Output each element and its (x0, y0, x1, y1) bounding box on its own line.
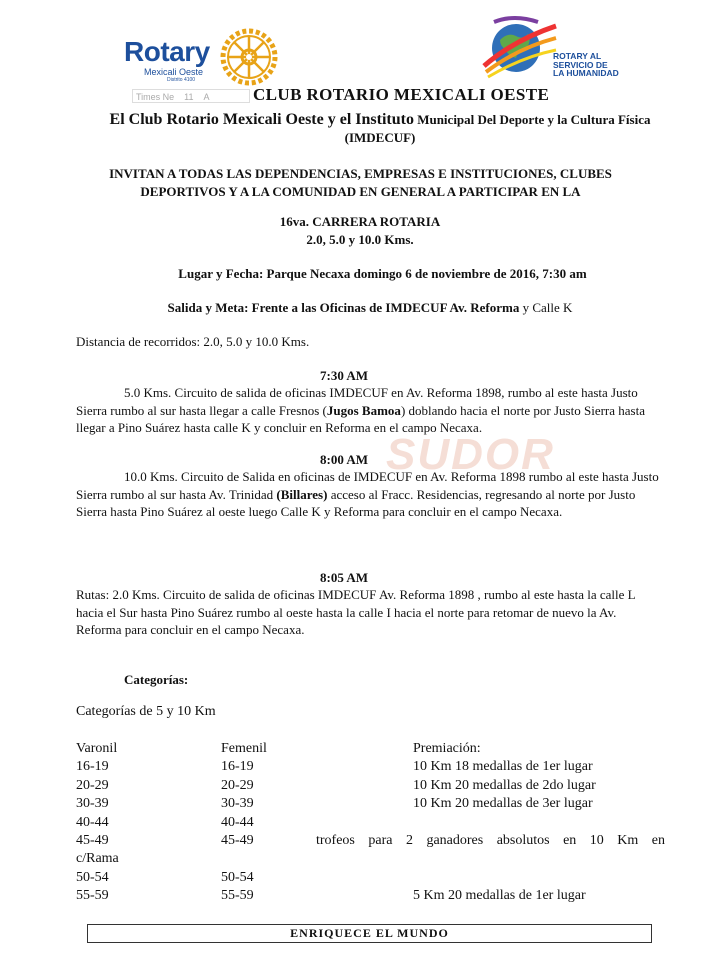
watermark: SUDOR (386, 430, 555, 479)
place-date: Lugar y Fecha: Parque Necaxa domingo 6 de noviembre de 2016, 7:30 am (178, 266, 587, 281)
club-name: CLUB ROTARIO MEXICALI OESTE (253, 85, 550, 104)
route-time-3: 8:05 AM (319, 570, 369, 585)
font-size: 11 (184, 92, 194, 102)
femenil-age: 40-44 (221, 815, 254, 830)
col-femenil: Femenil (221, 741, 267, 756)
font-grow-glyph: A (203, 92, 210, 102)
route-text: acceso al Fracc. Residencias, regresando al norte por Justo Sierra hasta Pino Suárez al oeste luego Calle K y Reforma para concluir en el campo Necaxa. (76, 486, 636, 519)
footer-motto: ENRIQUECE EL MUNDO (87, 924, 652, 943)
prize: 10 Km 20 medallas de 2do lugar (413, 778, 596, 793)
col-varonil: Varonil (76, 741, 118, 756)
femenil-age: 50-54 (221, 870, 254, 885)
start-finish-bold: Salida y Meta: Frente a las Oficinas de IMDECUF Av. Reforma (167, 300, 520, 315)
varonil-age: 40-44 (76, 815, 109, 830)
route-desc-2 (76, 468, 666, 521)
slogan-line: LA HUMANIDAD (553, 68, 619, 78)
route-desc-1 (76, 384, 666, 437)
femenil-age: 45-49 (221, 833, 254, 848)
route-text: 5.0 Kms. Circuito de salida de oficinas IMDECUF en Av. Reforma 1898, rumbo al este hasta Justo Sierra rumbo al sur hasta llegar a calle Fresnos ( (76, 385, 638, 418)
prize: 10 Km 20 medallas de 3er lugar (413, 796, 593, 811)
rotary-club-name: Mexicali Oeste (144, 67, 204, 77)
route-time-2: 8:00 AM (319, 452, 369, 467)
rotary-wordmark: Rotary (124, 36, 210, 67)
start-finish-tail: y Calle K (522, 300, 573, 315)
format-toolbar-ghost (132, 89, 250, 103)
varonil-age: 45-49 (76, 833, 109, 848)
globe-logo-icon (480, 12, 558, 82)
rotary-district: Distrito 4100 (167, 77, 196, 83)
route-text: 10.0 Kms. Circuito de Salida en oficinas de IMDECUF en Av. Reforma 1898 rumbo al este hasta Justo Sierra rumbo al sur hasta Av. Trinidad (76, 469, 659, 502)
intro-line (100, 111, 660, 147)
prize: 10 Km 18 medallas de 1er lugar (413, 759, 593, 774)
route-desc-3: Rutas: 2.0 Kms. Circuito de salida de oficinas IMDECUF Av. Reforma 1898 , rumbo al este hasta la calle L hacia el Sur hasta Pino Suárez rumbo al oeste hasta la calle I hacia el norte para retomar de nuevo la Av. Reforma para concluir en el campo Necaxa. (76, 587, 636, 637)
prize: 5 Km 20 medallas de 1er lugar (413, 888, 586, 903)
varonil-age: 30-39 (76, 796, 109, 811)
categories-subheading: Categorías de 5 y 10 Km (76, 704, 216, 719)
slogan-line: SERVICIO DE (553, 59, 608, 70)
route-time-1: 7:30 AM (319, 368, 369, 383)
race-title: 16va. CARRERA ROTARIA (279, 214, 441, 229)
femenil-age: 20-29 (221, 778, 254, 793)
varonil-age: 55-59 (76, 888, 109, 903)
invitation-text: INVITAN A TODAS LAS DEPENDENCIAS, EMPRESAS E INSTITUCIONES, CLUBES DEPORTIVOS Y A LA COMUNIDAD EN GENERAL A PARTICIPAR EN LA (109, 166, 612, 199)
trophy-wrap: c/Rama (76, 851, 119, 866)
start-finish (0, 299, 720, 317)
varonil-age: 20-29 (76, 778, 109, 793)
distances-line: Distancia de recorridos: 2.0, 5.0 y 10.0 Kms. (76, 334, 310, 349)
femenil-age: 30-39 (221, 796, 254, 811)
route-landmark: (Billares) (276, 486, 328, 502)
rotary-wheel-icon (220, 28, 278, 86)
font-name: Times Ne (136, 92, 175, 102)
route-text: ) doblando hacia el norte por Justo Sierra hasta llegar a Pino Suárez hasta calle K y concluir en Reforma en el campo Necaxa. (76, 402, 645, 435)
race-distances: 2.0, 5.0 y 10.0 Kms. (306, 232, 414, 247)
slogan-line: ROTARY AL (553, 51, 602, 61)
trophy-line: trofeos para 2 ganadores absolutos en 10 Km en (316, 833, 665, 848)
col-premiacion: Premiación: (413, 741, 481, 756)
categories-heading: Categorías: (124, 672, 189, 687)
slogan (553, 52, 619, 78)
varonil-age: 16-19 (76, 759, 109, 774)
intro-big: El Club Rotario Mexicali Oeste y el Instituto (109, 111, 414, 128)
femenil-age: 55-59 (221, 888, 254, 903)
route-landmark: Jugos Bamoa (326, 402, 401, 418)
varonil-age: 50-54 (76, 870, 109, 885)
femenil-age: 16-19 (221, 759, 254, 774)
intro-small: Municipal Del Deporte y la Cultura Física (IMDECUF) (344, 112, 651, 145)
